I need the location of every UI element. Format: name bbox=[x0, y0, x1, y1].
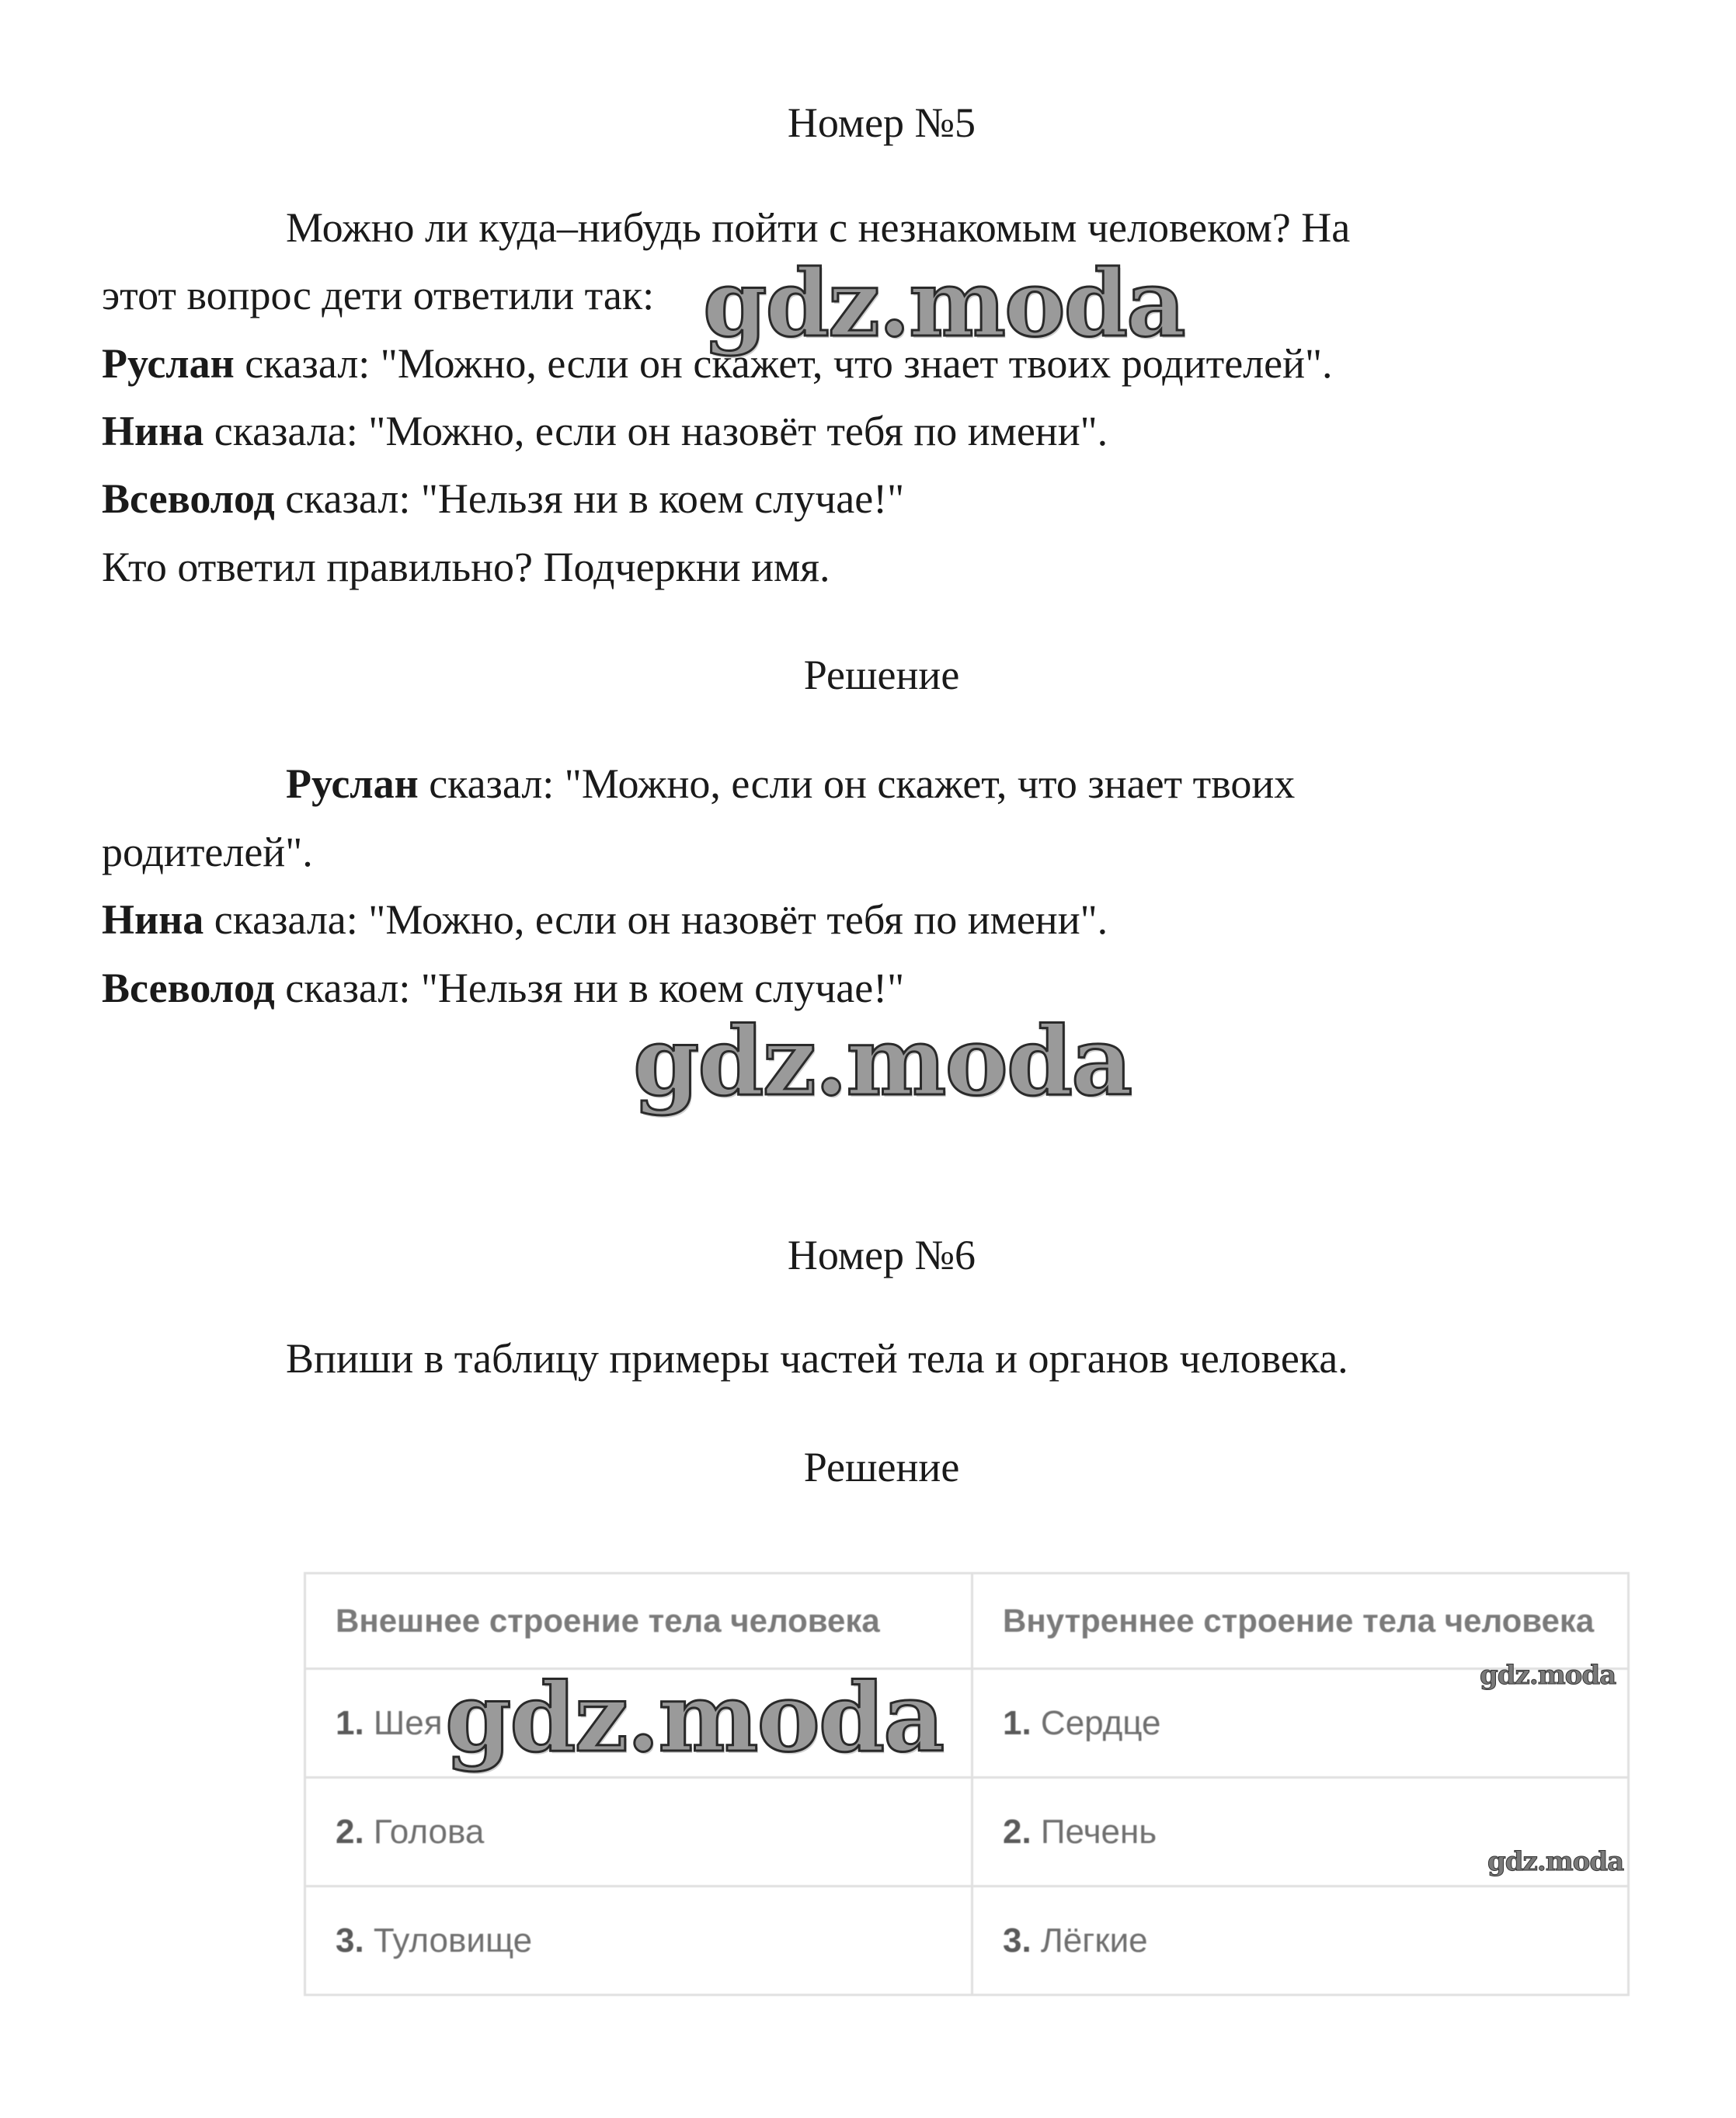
answer-text: сказал: "Можно, если он скажет, что знает твоих родителей". bbox=[234, 340, 1333, 387]
table-row bbox=[305, 1887, 1629, 1995]
task6-title: Номер №6 bbox=[787, 1232, 976, 1278]
table-header-internal: Внутреннее строение тела человека bbox=[972, 1574, 1629, 1669]
solution-name: Руслан bbox=[286, 760, 419, 807]
task6-solution-title: Решение bbox=[803, 1444, 960, 1490]
watermark-logo: gdz.moda bbox=[703, 249, 1185, 357]
item-text: Печень bbox=[1031, 1812, 1157, 1851]
table-cell bbox=[972, 1887, 1629, 1995]
task5-answer-vsevolod bbox=[102, 475, 905, 522]
solution-text: сказала: "Можно, если он назовёт тебя по имени". bbox=[204, 896, 1108, 943]
item-number: 3. bbox=[336, 1921, 364, 1960]
watermark-logo-small: gdz.moda bbox=[1487, 1846, 1624, 1877]
item-text: Сердце bbox=[1031, 1703, 1161, 1742]
table-header-external: Внешнее строение тела человека bbox=[305, 1574, 972, 1669]
solution-line4 bbox=[102, 967, 904, 1009]
task5-question-line1: Можно ли куда–нибудь пойти с незнакомым человеком? На bbox=[286, 204, 1351, 251]
item-number: 2. bbox=[336, 1812, 364, 1851]
item-text: Туловище bbox=[364, 1921, 533, 1960]
watermark-logo: gdz.moda bbox=[445, 1661, 944, 1773]
table-row bbox=[305, 1778, 1629, 1887]
answer-name: Руслан bbox=[102, 340, 235, 387]
organs-table bbox=[304, 1572, 1630, 1996]
item-number: 1. bbox=[336, 1703, 364, 1742]
item-text: Голова bbox=[364, 1812, 485, 1851]
task6-question: Впиши в таблицу примеры частей тела и органов человека. bbox=[286, 1335, 1348, 1382]
answer-name: Всеволод bbox=[102, 475, 275, 522]
task5-instruction: Кто ответил правильно? Подчеркни имя. bbox=[102, 544, 830, 590]
item-number: 2. bbox=[1003, 1812, 1032, 1851]
table-header-row bbox=[305, 1574, 1629, 1669]
solution-name: Всеволод bbox=[102, 965, 275, 1011]
item-text: Лёгкие bbox=[1031, 1921, 1148, 1960]
table-cell bbox=[305, 1887, 972, 1995]
task5-solution-title: Решение bbox=[803, 652, 960, 698]
task5-answer-nina bbox=[102, 410, 1108, 452]
solution-line3 bbox=[102, 896, 1108, 943]
table-cell bbox=[305, 1778, 972, 1887]
watermark-logo-small: gdz.moda bbox=[1480, 1660, 1616, 1691]
answer-text: сказала: "Можно, если он назовёт тебя по имени". bbox=[204, 408, 1108, 454]
task5-question-line2: этот вопрос дети ответили так: bbox=[102, 272, 655, 318]
solution-text: сказал: "Нельзя ни в коем случае!" bbox=[274, 965, 905, 1011]
item-text: Шея bbox=[364, 1703, 443, 1742]
item-number: 1. bbox=[1003, 1703, 1032, 1742]
solution-line1 bbox=[286, 760, 1296, 807]
solution-text: сказал: "Можно, если он скажет, что знает твоих bbox=[418, 760, 1296, 807]
item-number: 3. bbox=[1003, 1921, 1032, 1960]
solution-line2: родителей". bbox=[102, 829, 313, 875]
answer-text: сказал: "Нельзя ни в коем случае!" bbox=[274, 475, 905, 522]
task5-title: Номер №5 bbox=[787, 99, 976, 146]
solution-name: Нина bbox=[102, 896, 204, 943]
watermark-logo: gdz.moda bbox=[633, 1005, 1132, 1117]
answer-name: Нина bbox=[102, 408, 204, 454]
